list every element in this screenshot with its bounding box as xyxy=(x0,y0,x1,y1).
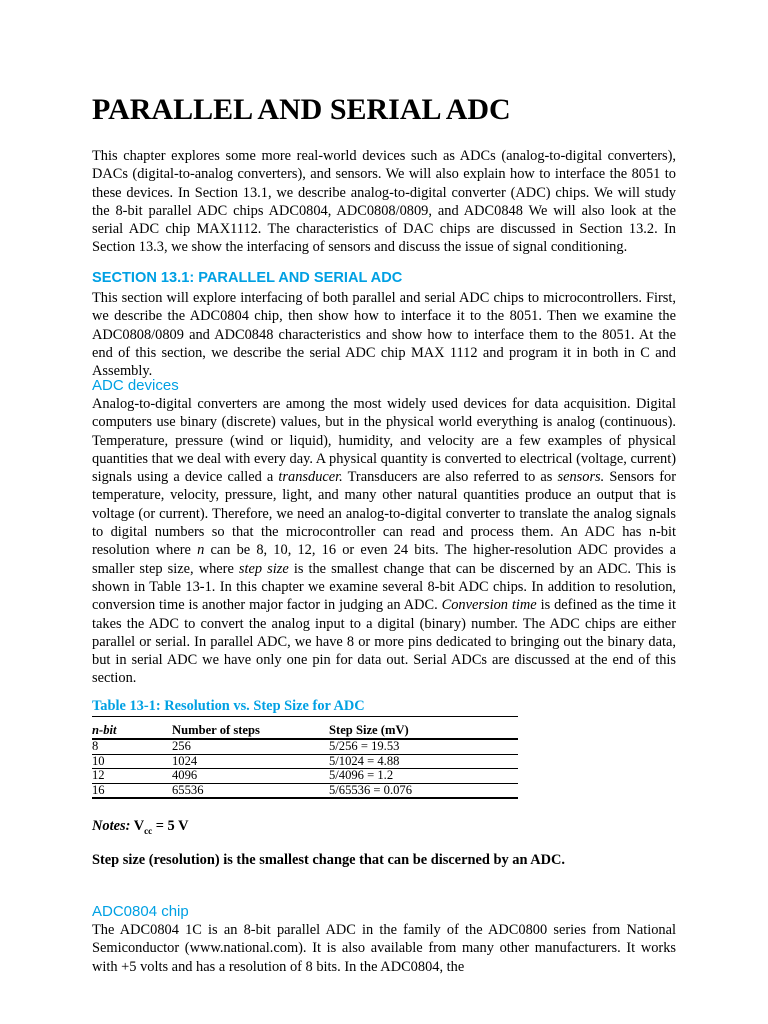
adc-devices-paragraph: Analog-to-digital converters are among the most widely used devices for data acquisition. Digital computers use binary (discrete) values, but in the physical world everything is analog (continuous). Temperature, pressure (wind or liquid), humidity, and velocity are a few examples of physical quantities that we deal with every day. A physical quantity is converted to electrical (voltage, current) signals using a device called a transducer. Transducers are also referred to as sensors. Sensors for temperature, velocity, pressure, light, and many other natural quantities produce an output that is voltage (or current). Therefore, we need an analog-to-digital converter to translate the analog signals to digital numbers so that the microcontroller can read and process them. An ADC has n-bit resolution where n can be 8, 10, 12, 16 or even 24 bits. The higher-resolution ADC provides a smaller step size, where step size is the smallest change that can be discerned by an ADC. This is shown in Table 13-1. In this chapter we examine several 8-bit ADC chips. In addition to resolution, conversion time is another major factor in judging an ADC. Conversion time is defined as the time it takes the ADC to convert the analog input to a digital (binary) number. The ADC chips are either parallel or serial. In parallel ADC, we have 8 or more pins dedicated to bringing out the binary data, but in serial ADC we have only one pin for data out. Serial ADCs are discussed at the end of this section. xyxy=(92,396,677,687)
step-size-definition: Step size (resolution) is the smallest change that can be discerned by an ADC. xyxy=(92,852,566,868)
intro-paragraph: This chapter explores some more real-world devices such as ADCs (analog-to-digital converters), DACs (digital-to-analog converters), and sensors. We will also explain how to interface the 8051 to these devices. In Section 13.1, we describe analog-to-digital converter (ADC) chips. We will study the 8-bit parallel ADC chips ADC0804, ADC0808/0809, and ADC0848 We will also look at the serial ADC chip MAX1112. The characteristics of DAC chips are discussed in Section 13.2. In Section 13.3, we show the interfacing of sensors and discuss the issue of signal conditioning. xyxy=(92,148,676,256)
adc0804-heading: ADC0804 chip xyxy=(92,903,189,920)
table-row xyxy=(92,754,518,769)
cell-n-bit: 12 xyxy=(92,769,172,784)
section-heading: SECTION 13.1: PARALLEL AND SERIAL ADC xyxy=(92,270,403,286)
cell-steps: 65536 xyxy=(172,783,329,798)
adc0804-paragraph: The ADC0804 1C is an 8-bit parallel ADC in the family of the ADC0800 series from National Semiconductor (www.national.com). It is also available from many other manufacturers. It works with +5 volts and has a resolution of 8 bits. In the ADC0804, the xyxy=(92,922,676,975)
header-step-size: Step Size (mV) xyxy=(329,723,518,739)
table-caption: Table 13-1: Resolution vs. Step Size for ADC xyxy=(92,698,518,717)
adc-devices-heading: ADC devices xyxy=(92,377,179,394)
cell-n-bit: 16 xyxy=(92,783,172,798)
cell-step-size: 5/65536 = 0.076 xyxy=(329,783,518,798)
table-row xyxy=(92,769,518,784)
table-header-row xyxy=(92,723,518,739)
section-paragraph: This section will explore interfacing of both parallel and serial ADC chips to microcontrollers. First, we describe the ADC0804 chip, then show how to interface it to the 8051. Then we examine the ADC0808/0809 and ADC0848 characteristics and show how to interface them to the 8051. At the end of this section, we describe the serial ADC chip MAX 1112 and program it in both in C and Assembly. xyxy=(92,290,676,380)
cell-steps: 256 xyxy=(172,739,329,754)
cell-steps: 4096 xyxy=(172,769,329,784)
table-row xyxy=(92,739,518,754)
cell-steps: 1024 xyxy=(172,754,329,769)
table-notes: Notes: $V_{cc} = 5$ V xyxy=(92,818,189,836)
header-number-of-steps: Number of steps xyxy=(172,723,329,739)
cell-step-size: 5/256 = 19.53 xyxy=(329,739,518,754)
cell-n-bit: 8 xyxy=(92,739,172,754)
cell-n-bit: 10 xyxy=(92,754,172,769)
resolution-table xyxy=(92,723,518,799)
header-n-bit: n-bit xyxy=(92,723,172,739)
cell-step-size: 5/4096 = 1.2 xyxy=(329,769,518,784)
cell-step-size: 5/1024 = 4.88 xyxy=(329,754,518,769)
page-title: PARALLEL AND SERIAL ADC xyxy=(92,93,511,126)
table-row xyxy=(92,783,518,798)
